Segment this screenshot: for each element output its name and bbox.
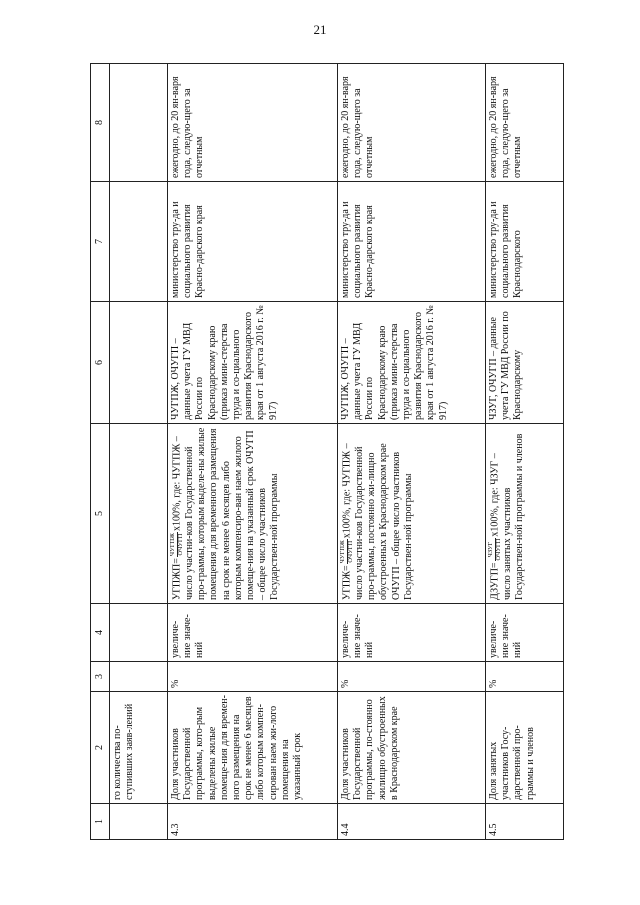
row-number-cell <box>110 804 168 840</box>
table-row <box>486 64 564 840</box>
column-number-header: 6 <box>91 302 110 424</box>
indicator-name-cell: Доля участников Государственной программы, по-стоянно жилищно обустроенных в Краснодарском крае <box>338 692 486 804</box>
table-row <box>338 64 486 840</box>
formula-fraction <box>170 532 184 557</box>
column-number-header: 1 <box>91 804 110 840</box>
row-number-cell: 4.3 <box>168 804 338 840</box>
formula-denominator: ОЧУГП <box>346 540 354 563</box>
column-number-header: 2 <box>91 692 110 804</box>
data-source-cell <box>110 302 168 424</box>
responsible-cell: министерство тру-да и социального развития Краснодарского <box>486 182 564 302</box>
indicators-table <box>90 63 564 840</box>
rotated-table-frame <box>90 64 564 840</box>
indicator-name-cell: Доля участников Государственной программы, кото-рым выделены жилые помеще-ния для времен-ного размещения на срок не менее 6 месяцев либо которым компен-сирован наем жи-лого помещения на указанный срок <box>168 692 338 804</box>
direction-cell: увеличе-ние значе-ний <box>168 604 338 662</box>
data-source-cell: ЧУГПЖ, ОЧУГП – данные учета ГУ МВД России по Краснодарскому краю (приказ мини-стерства труда и со-циального развития Краснодарского края от 1 августа 2016 г. № 917) <box>338 302 486 424</box>
formula-lhs: ДЗУГП= <box>489 562 501 600</box>
formula-cell <box>486 424 564 604</box>
page-number: 21 <box>313 22 327 37</box>
deadline-cell: ежегодно, до 20 ян-варя года, следую-щего за отчетным <box>486 64 564 182</box>
unit-cell: % <box>486 662 564 692</box>
column-number-header: 3 <box>91 662 110 692</box>
formula-cell <box>338 424 486 604</box>
formula-lhs: УГПЖ= <box>341 565 353 600</box>
unit-cell <box>110 662 168 692</box>
landscape-page <box>90 64 564 840</box>
formula-description: х100%, где: ЧЗУГ – число занятых участников Государствен-ной программы и членов <box>489 433 526 600</box>
table-header-row <box>91 64 110 840</box>
deadline-cell: ежегодно, до 20 ян-варя года, следую-щего за отчетным <box>338 64 486 182</box>
responsible-cell: министерство тру-да и социального развития Красно-дарского края <box>338 182 486 302</box>
responsible-cell: министерство тру-да и социального развития Красно-дарского края <box>168 182 338 302</box>
indicator-name-cell: го количества по-ступивших заяв-лений <box>110 692 168 804</box>
unit-cell: % <box>338 662 486 692</box>
indicator-name-cell: Доля занятых участников Госу-дарственной про-граммы и членов <box>486 692 564 804</box>
responsible-cell <box>110 182 168 302</box>
formula-description: х100%, где: ЧУГПЖ – число участни-ков Государственной про-граммы, постоянно жи-лищно обустроенных в Краснодарском крае ОЧУГП – общее число участников Государствен-ной программы <box>341 443 414 600</box>
formula-cell <box>168 424 338 604</box>
direction-cell: увеличе-ние значе-ний <box>338 604 486 662</box>
deadline-cell: ежегодно, до 20 ян-варя года, следую-щего за отчетным <box>168 64 338 182</box>
formula-denominator: ОЧУГП <box>494 538 502 561</box>
direction-cell: увеличе-ние значе-ний <box>486 604 564 662</box>
data-source-cell: ЧЗУГ, ОЧУГП – данные учета ГУ МВД России по Краснодарскому <box>486 302 564 424</box>
formula-description: х100%, где: ЧУГПЖ – число участни-ков Государственной про-граммы, которым выделе-ны жилые помещения для временного размещения на срок не менее 6 месяцев либо которым компенсиро-ван наем жилого помеще-ния на указанный срок ОЧУГП – общее число участников Государствен-ной программы <box>171 427 281 600</box>
column-number-header: 5 <box>91 424 110 604</box>
formula-fraction <box>488 538 502 562</box>
formula-denominator: ОЧУГП <box>176 533 184 556</box>
column-number-header: 8 <box>91 64 110 182</box>
formula-numerator: ЧУГПЖ <box>169 532 176 557</box>
direction-cell <box>110 604 168 662</box>
formula-cell <box>110 424 168 604</box>
unit-cell: % <box>168 662 338 692</box>
row-number-cell: 4.4 <box>338 804 486 840</box>
data-source-cell: ЧУГПЖ, ОЧУГП – данные учета ГУ МВД России по Краснодарскому краю (приказ мини-стерства труда и со-циального развития Краснодарского края от 1 августа 2016 г. № 917) <box>168 302 338 424</box>
formula-lhs: УГПЖП= <box>171 558 183 600</box>
column-number-header: 4 <box>91 604 110 662</box>
formula-fraction <box>340 539 354 564</box>
row-number-cell: 4.5 <box>486 804 564 840</box>
deadline-cell <box>110 64 168 182</box>
formula-numerator: ЧЗУГ <box>488 538 496 562</box>
formula-numerator: ЧУГПЖ <box>339 540 346 564</box>
column-number-header: 7 <box>91 182 110 302</box>
table-row <box>168 64 338 840</box>
table-row <box>110 64 168 840</box>
